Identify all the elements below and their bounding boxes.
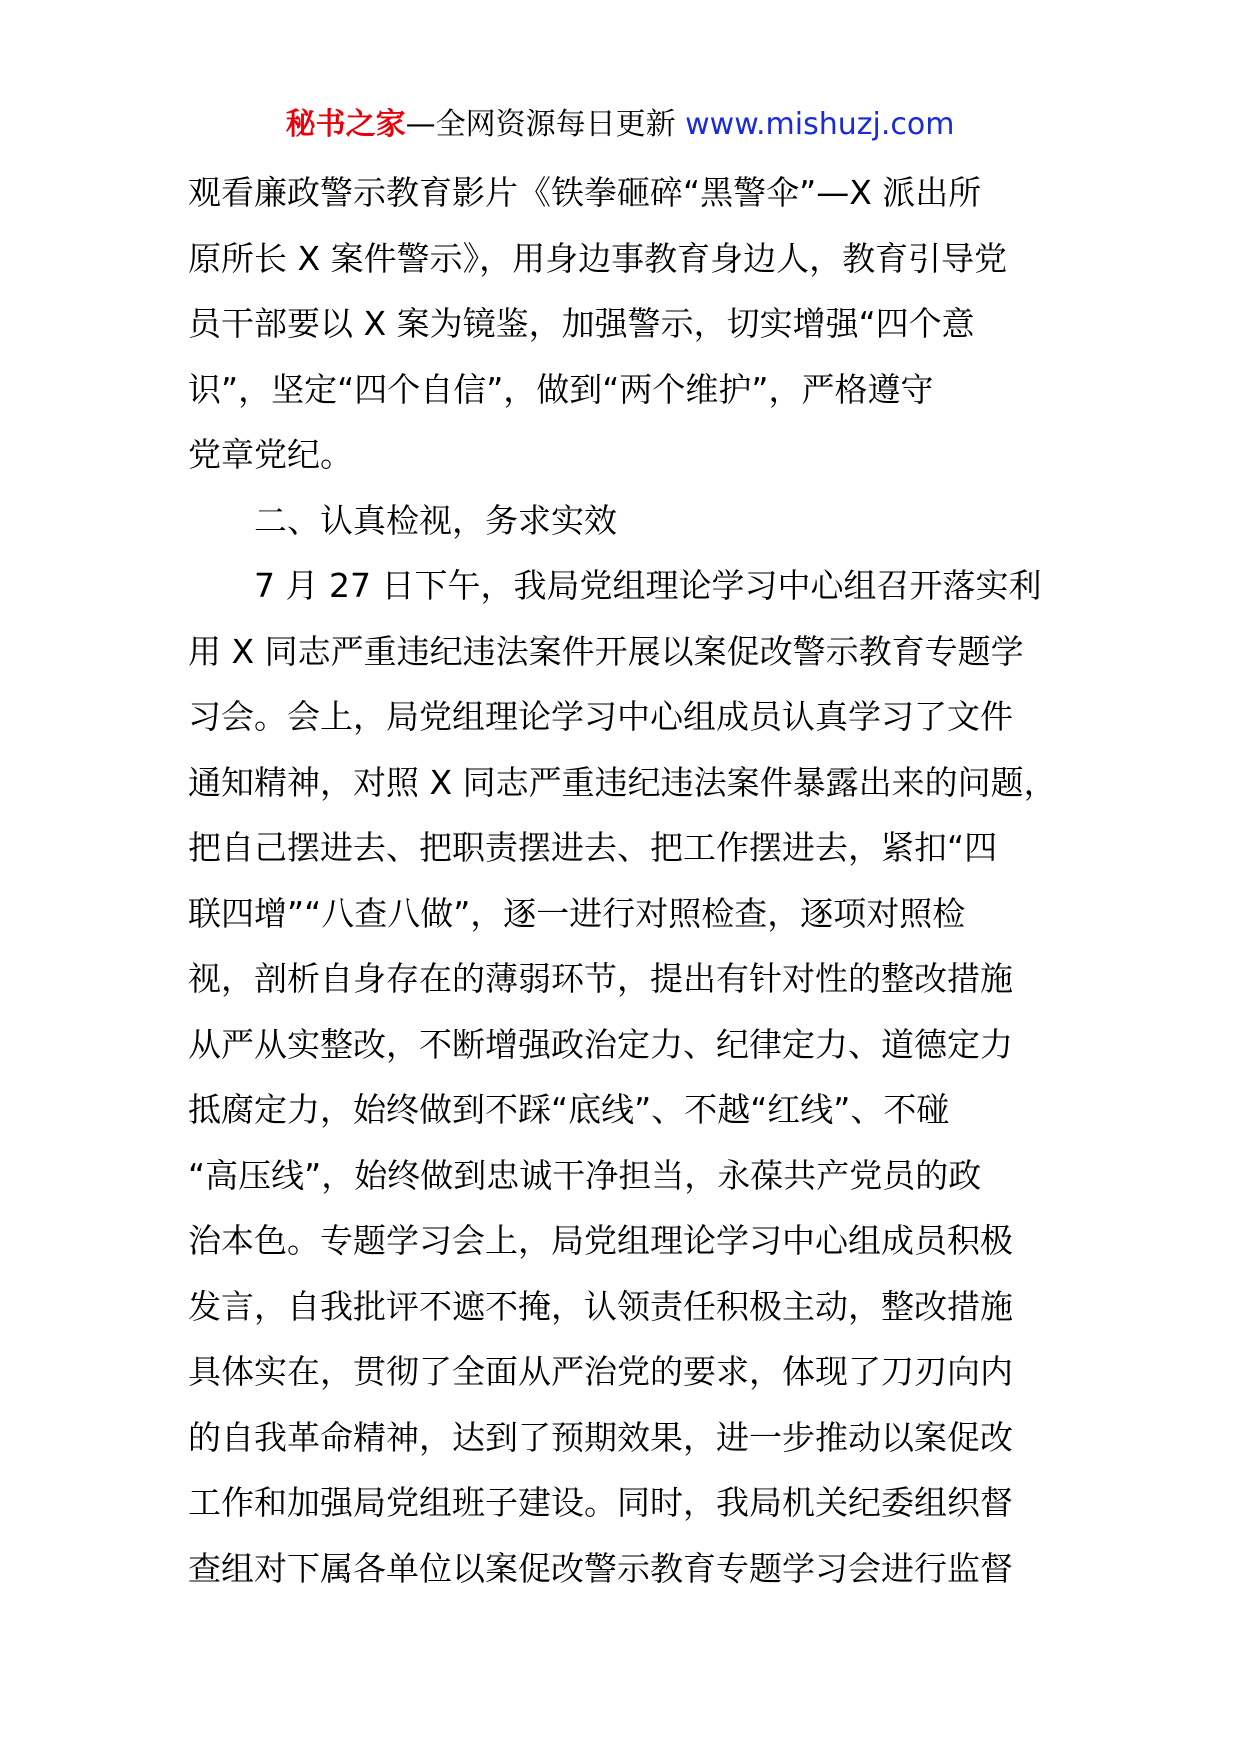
body-line: 视，剖析自身存在的薄弱环节，提出有针对性的整改措施 xyxy=(188,959,1013,998)
body-line: 联四增”“八查八做”，逐一进行对照检查，逐项对照检 xyxy=(188,893,966,933)
body-line: 抵腐定力，始终做到不踩“底线”、不越“红线”、不碰 xyxy=(188,1090,950,1129)
body-line: 具体实在，贯彻了全面从严治党的要求，体现了刀刃向内 xyxy=(188,1352,1013,1391)
body-line: 用 X 同志严重违纪违法案件开展以案促改警示教育专题学 xyxy=(188,631,1024,671)
body-line: 把自己摆进去、把职责摆进去、把工作摆进去，紧扣“四 xyxy=(188,828,998,867)
body-line: 发言，自我批评不遮不掩，认领责任积极主动，整改措施 xyxy=(188,1286,1013,1326)
body-line: “高压线”，始终做到忠诚干净担当，永葆共产党员的政 xyxy=(188,1155,982,1195)
body-line: 治本色。专题学习会上，局党组理论学习中心组成员积极 xyxy=(188,1221,1013,1260)
site-url[interactable]: www.mishuzj.com xyxy=(685,107,955,142)
body-line: 的自我革命精神，达到了预期效果，进一步推动以案促改 xyxy=(188,1417,1013,1457)
body-line: 观看廉政警示教育影片《铁拳砸碎“黑警伞”—X 派出所 xyxy=(188,173,982,212)
brand-name: 秘书之家 xyxy=(285,107,406,142)
body-line: 员干部要以 X 案为镜鉴，加强警示，切实增强“四个意 xyxy=(188,304,975,343)
body-line: 识”，坚定“四个自信”，做到“两个维护”，严格遵守 xyxy=(188,369,934,409)
body-line: 查组对下属各单位以案促改警示教育专题学习会进行监督 xyxy=(188,1548,1013,1588)
body-line: 通知精神，对照 X 同志严重违纪违法案件暴露出来的问题， xyxy=(188,762,1057,802)
body-line: 习会。会上，局党组理论学习中心组成员认真学习了文件 xyxy=(188,697,1013,736)
header-tagline: —全网资源每日更新 xyxy=(405,107,686,142)
paragraph-start-line: 7 月 27 日下午，我局党组理论学习中心组召开落实利 xyxy=(254,566,1042,605)
body-line: 工作和加强局党组班子建设。同时，我局机关纪委组织督 xyxy=(188,1483,1013,1522)
body-line: 原所长 X 案件警示》，用身边事教育身边人，教育引导党 xyxy=(188,238,1008,278)
document-body xyxy=(188,160,1088,1601)
body-line: 党章党纪。 xyxy=(188,435,353,474)
page-header xyxy=(0,104,1240,146)
section-heading: 二、认真检视，务求实效 xyxy=(254,500,617,540)
body-line: 从严从实整改，不断增强政治定力、纪律定力、道德定力 xyxy=(188,1024,1013,1064)
